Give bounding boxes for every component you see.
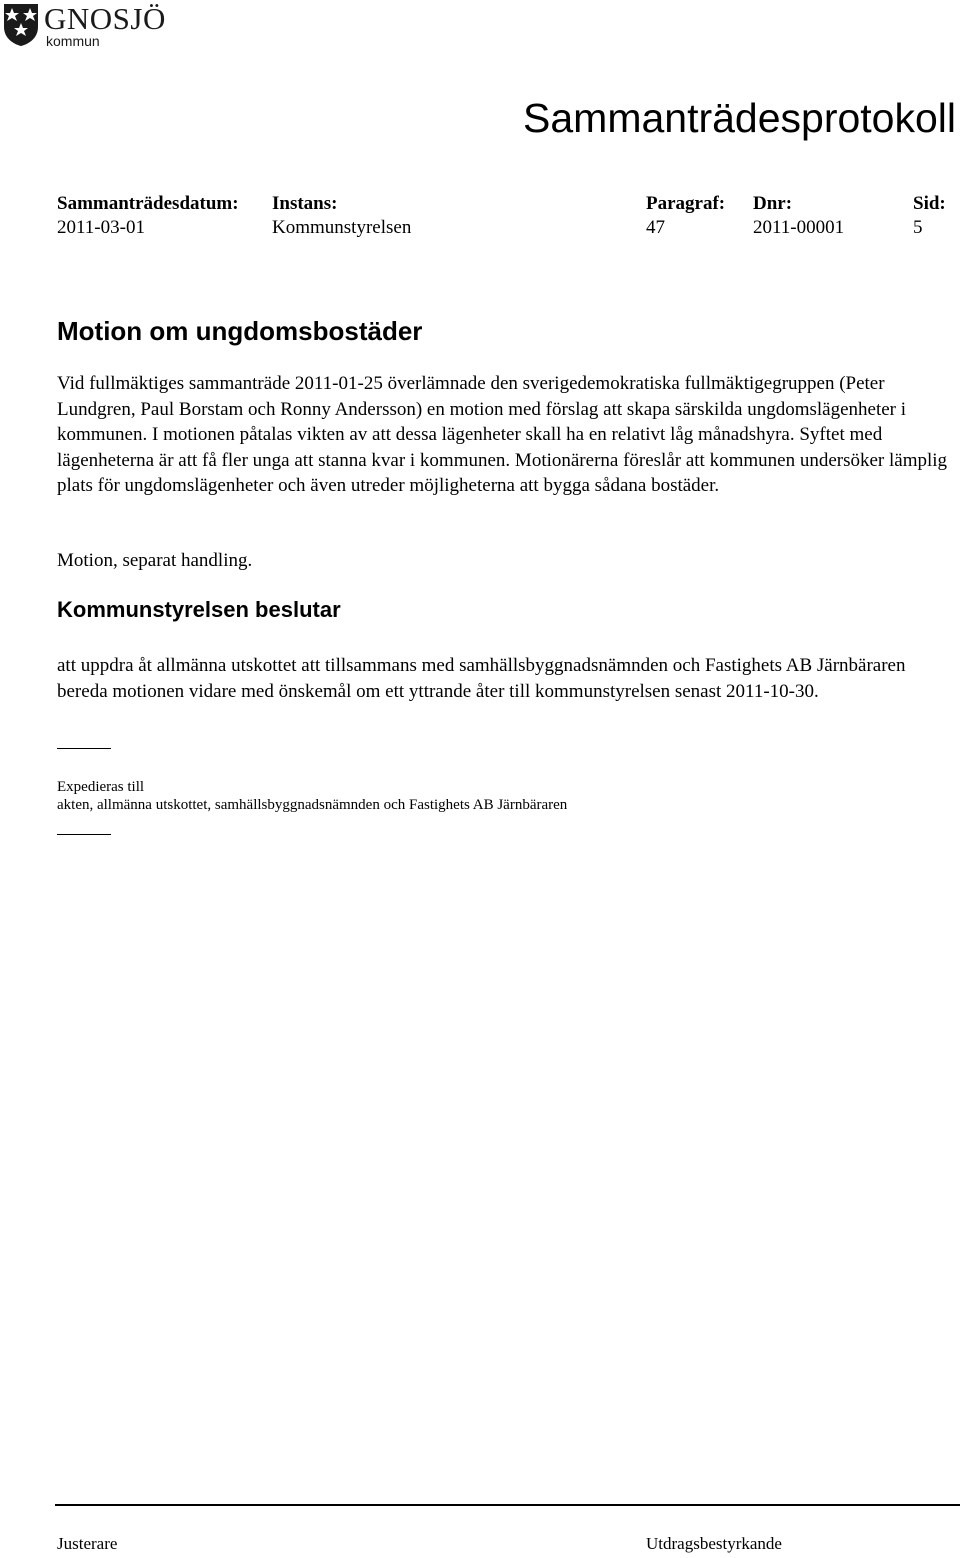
meta-dnr-value: 2011-00001 bbox=[753, 217, 845, 238]
meta-instans-label: Instans: bbox=[272, 193, 338, 214]
document-title: Sammanträdesprotokoll bbox=[523, 95, 956, 141]
logo-wordmark: GNOSJÖ bbox=[44, 1, 166, 36]
meta-date bbox=[57, 192, 239, 240]
meta-paragraf bbox=[646, 192, 725, 240]
meta-dnr-label: Dnr: bbox=[753, 193, 793, 214]
meta-sid-value: 5 bbox=[913, 217, 923, 238]
decision-heading: Kommunstyrelsen beslutar bbox=[57, 597, 341, 622]
meta-dnr bbox=[753, 192, 844, 240]
divider bbox=[57, 834, 111, 835]
coat-of-arms-icon bbox=[3, 3, 39, 47]
footer-justerare: Justerare bbox=[57, 1534, 118, 1553]
meta-paragraf-label: Paragraf: bbox=[646, 193, 726, 214]
sent-to-list: akten, allmänna utskottet, samhällsbyggnadsnämnden och Fastighets AB Järnbäraren bbox=[57, 797, 568, 813]
motion-paragraph: Vid fullmäktiges sammanträde 2011-01-25 överlämnade den sverigedemokratiska fullmäktigegruppen (Peter Lundgren, Paul Borstam och Ronny Andersson) en motion med förslag att skapa särskilda ungdomslägenheter i kommunen. I motionen påtalas vikten av att dessa lägenheter skall ha en relativt låg månadshyra. Syftet med lägenheterna är att få fler unga att stanna kvar i kommunen. Motionärerna föreslår att kommunen undersöker lämplig plats för ungdomslägenheter och även utreder möjligheterna att bygga sådana bostäder. bbox=[57, 373, 948, 496]
meta-paragraf-value: 47 bbox=[646, 217, 665, 238]
attachment-note: Motion, separat handling. bbox=[57, 550, 253, 571]
municipality-logo bbox=[3, 3, 173, 49]
meta-date-label: Sammanträdesdatum: bbox=[57, 193, 239, 214]
sent-to-label: Expedieras till bbox=[57, 779, 145, 795]
section-heading: Motion om ungdomsbostäder bbox=[57, 316, 423, 346]
meta-sid-label: Sid: bbox=[913, 193, 946, 214]
meta-sid bbox=[913, 192, 946, 240]
logo-subtitle: kommun bbox=[46, 33, 100, 49]
footer-divider bbox=[55, 1504, 960, 1506]
meta-instans bbox=[272, 192, 411, 240]
meta-date-value: 2011-03-01 bbox=[57, 217, 145, 238]
footer-utdragsbestyrkande: Utdragsbestyrkande bbox=[646, 1534, 782, 1553]
divider bbox=[57, 748, 111, 749]
decision-text: att uppdra åt allmänna utskottet att tillsammans med samhällsbyggnadsnämnden och Fastighets AB Järnbäraren bereda motionen vidare med önskemål om ett yttrande åter till kommunstyrelsen senast 2011-10-30. bbox=[57, 655, 906, 702]
meta-instans-value: Kommunstyrelsen bbox=[272, 217, 412, 238]
